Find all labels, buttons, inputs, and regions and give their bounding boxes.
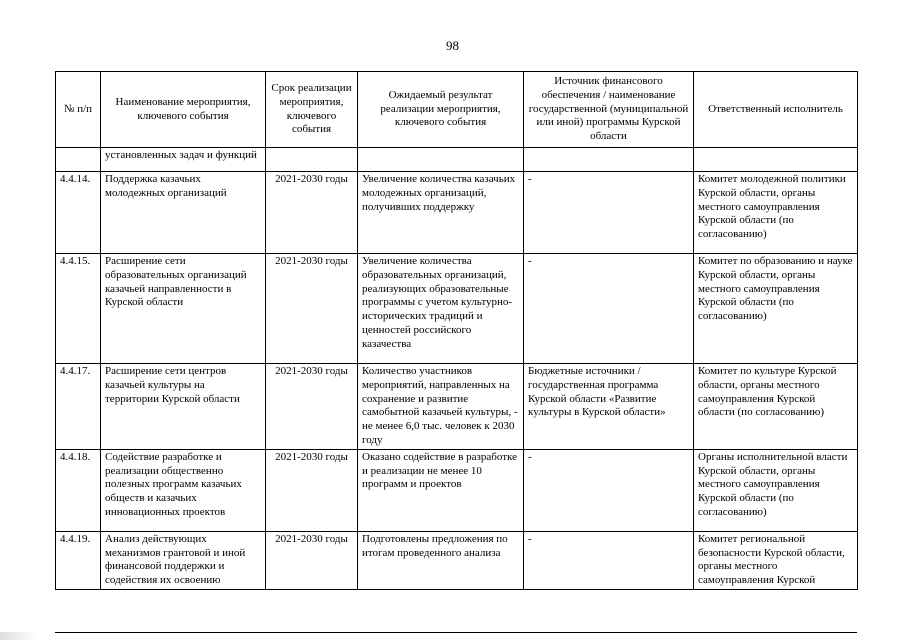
table-row-continuation — [56, 148, 858, 172]
cell-name: Анализ действующих механизмов грантовой и иной финансовой поддержки и содействия их освоению — [101, 531, 266, 589]
header-source: Источник финансового обеспечения / наименование государственной (муниципальной или иной) программы Курской области — [524, 72, 694, 148]
cell-period: 2021-2030 годы — [266, 172, 358, 254]
table-header-row — [56, 72, 858, 148]
cell-period: 2021-2030 годы — [266, 364, 358, 450]
table-row — [56, 172, 858, 254]
cell-name: Расширение сети центров казачьей культуры на территории Курской области — [101, 364, 266, 450]
cell-result — [358, 148, 524, 172]
header-num: № п/п — [56, 72, 101, 148]
cell-period: 2021-2030 годы — [266, 531, 358, 589]
cell-executor: Комитет по культуре Курской области, органы местного самоуправления Курской области (по согласованию) — [694, 364, 858, 450]
cell-name: установленных задач и функций — [101, 148, 266, 172]
cell-num: 4.4.14. — [56, 172, 101, 254]
cell-name: Расширение сети образовательных организаций казачьей направленности в Курской области — [101, 254, 266, 364]
scan-edge-line — [55, 632, 857, 633]
header-period: Срок реализации мероприятия, ключевого события — [266, 72, 358, 148]
cell-period: 2021-2030 годы — [266, 254, 358, 364]
table-row — [56, 449, 858, 531]
cell-result: Увеличение количества образовательных организаций, реализующих образовательные программы с учетом культурно-исторических традиций и ценностей российского казачества — [358, 254, 524, 364]
cell-period — [266, 148, 358, 172]
cell-executor: Комитет по образованию и науке Курской области, органы местного самоуправления Курской области (по согласованию) — [694, 254, 858, 364]
cell-num: 4.4.17. — [56, 364, 101, 450]
header-name: Наименование мероприятия, ключевого события — [101, 72, 266, 148]
header-executor: Ответственный исполнитель — [694, 72, 858, 148]
scan-speck — [0, 632, 38, 640]
cell-num — [56, 148, 101, 172]
cell-name: Содействие разработке и реализации общественно полезных программ казачьих обществ и казачьих инновационных проектов — [101, 449, 266, 531]
table-row — [56, 254, 858, 364]
cell-result: Увеличение количества казачьих молодежных организаций, получивших поддержку — [358, 172, 524, 254]
cell-executor: Комитет региональной безопасности Курской области, органы местного самоуправления Курской — [694, 531, 858, 589]
header-result: Ожидаемый результат реализации мероприятия, ключевого события — [358, 72, 524, 148]
cell-source — [524, 148, 694, 172]
cell-source: Бюджетные источники / государственная программа Курской области «Развитие культуры в Курской области» — [524, 364, 694, 450]
cell-name: Поддержка казачьих молодежных организаций — [101, 172, 266, 254]
cell-result: Подготовлены предложения по итогам проведенного анализа — [358, 531, 524, 589]
table-row — [56, 531, 858, 589]
cell-executor: Комитет молодежной политики Курской области, органы местного самоуправления Курской области (по согласованию) — [694, 172, 858, 254]
cell-num: 4.4.19. — [56, 531, 101, 589]
cell-executor: Органы исполнительной власти Курской области, органы местного самоуправления Курской области (по согласованию) — [694, 449, 858, 531]
cell-source: - — [524, 449, 694, 531]
page-number: 98 — [446, 38, 459, 53]
cell-source: - — [524, 172, 694, 254]
cell-result: Оказано содействие в разработке и реализации не менее 10 программ и проектов — [358, 449, 524, 531]
cell-executor — [694, 148, 858, 172]
cell-num: 4.4.15. — [56, 254, 101, 364]
measures-table — [55, 71, 858, 590]
table-row — [56, 364, 858, 450]
cell-source: - — [524, 254, 694, 364]
cell-result: Количество участников мероприятий, направленных на сохранение и развитие самобытной казачьей культуры, - не менее 6,0 тыс. человек к 2030 году — [358, 364, 524, 450]
cell-period: 2021-2030 годы — [266, 449, 358, 531]
cell-source: - — [524, 531, 694, 589]
cell-num: 4.4.18. — [56, 449, 101, 531]
